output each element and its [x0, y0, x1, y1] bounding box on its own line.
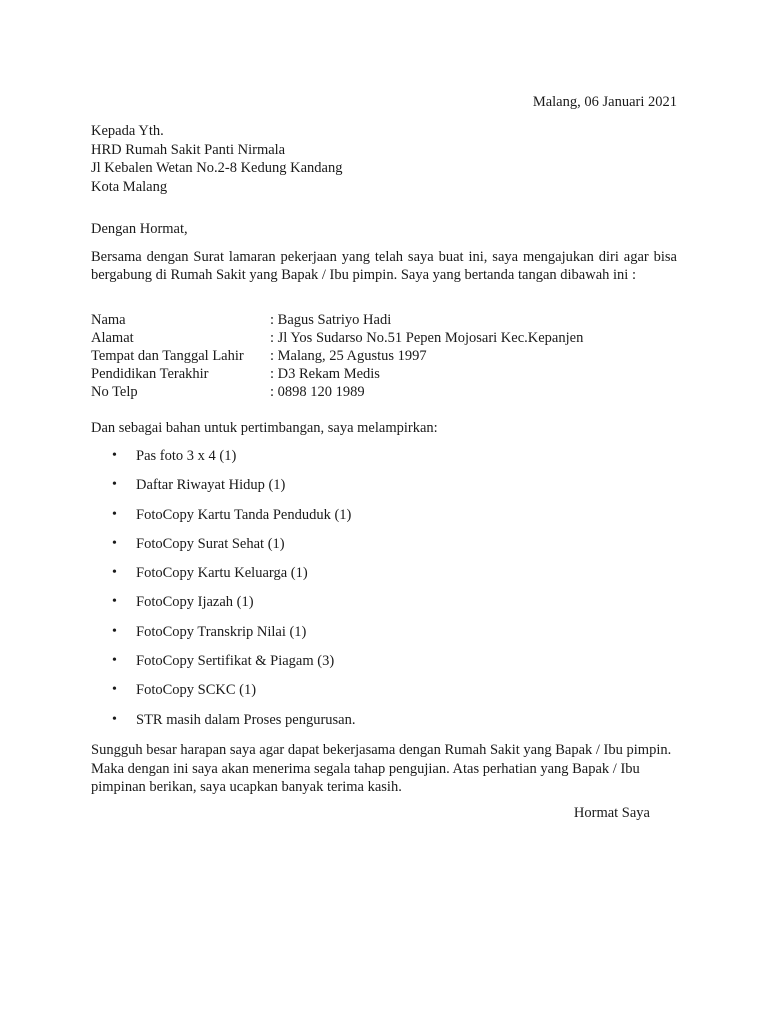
list-item-text: FotoCopy Transkrip Nilai (1)	[136, 623, 307, 640]
identity-row-address	[91, 329, 681, 347]
list-item	[112, 593, 356, 622]
bullet-icon: •	[112, 682, 117, 698]
list-item	[112, 681, 356, 710]
recipient-city: Kota Malang	[91, 178, 168, 195]
recipient-block	[91, 122, 342, 196]
bullet-icon: •	[112, 477, 117, 493]
list-item	[112, 506, 356, 535]
identity-label: Nama	[91, 312, 126, 328]
list-item-text: STR masih dalam Proses pengurusan.	[136, 711, 356, 728]
list-item-text: FotoCopy Ijazah (1)	[136, 594, 254, 611]
recipient-salutation: Kepada Yth.	[91, 123, 164, 139]
attachments-list	[112, 447, 356, 740]
identity-row-name	[91, 311, 681, 329]
identity-value: : Jl Yos Sudarso No.51 Pepen Mojosari Kec.Kepanjen	[270, 330, 584, 346]
identity-table	[91, 311, 681, 401]
list-item-text: FotoCopy Sertifikat & Piagam (3)	[136, 653, 335, 670]
identity-row-phone	[91, 383, 681, 401]
identity-label: Alamat	[91, 330, 134, 346]
identity-label: Tempat dan Tanggal Lahir	[91, 348, 244, 364]
list-item-text: Daftar Riwayat Hidup (1)	[136, 477, 286, 494]
identity-value: : D3 Rekam Medis	[270, 366, 380, 382]
list-item	[112, 623, 356, 652]
list-item-text: FotoCopy Kartu Tanda Penduduk (1)	[136, 506, 352, 523]
identity-value: : Malang, 25 Agustus 1997	[270, 348, 427, 364]
identity-label: Pendidikan Terakhir	[91, 366, 209, 382]
list-item	[112, 711, 356, 740]
list-item-text: FotoCopy Kartu Keluarga (1)	[136, 565, 308, 582]
letter-date: Malang, 06 Januari 2021	[532, 94, 677, 110]
list-item	[112, 535, 356, 564]
identity-value: : 0898 120 1989	[270, 384, 365, 400]
recipient-name: HRD Rumah Sakit Panti Nirmala	[91, 141, 286, 158]
identity-row-birth	[91, 347, 681, 365]
greeting: Dengan Hormat,	[91, 221, 188, 237]
list-item-text: FotoCopy Surat Sehat (1)	[136, 535, 285, 552]
bullet-icon: •	[112, 653, 117, 669]
bullet-icon: •	[112, 448, 117, 463]
signoff: Hormat Saya	[573, 805, 650, 821]
bullet-icon: •	[112, 711, 117, 727]
identity-value: : Bagus Satriyo Hadi	[270, 312, 392, 328]
attachments-intro: Dan sebagai bahan untuk pertimbangan, saya melampirkan:	[91, 420, 438, 436]
list-item	[112, 476, 356, 505]
recipient-address: Jl Kebalen Wetan No.2-8 Kedung Kandang	[91, 160, 343, 176]
identity-label: No Telp	[91, 384, 138, 400]
bullet-icon: •	[112, 594, 117, 610]
list-item	[112, 652, 356, 681]
list-item	[112, 564, 356, 593]
bullet-icon: •	[112, 565, 117, 581]
bullet-icon: •	[112, 506, 117, 522]
bullet-icon: •	[112, 535, 117, 551]
intro-paragraph: Bersama dengan Surat lamaran pekerjaan yang telah saya buat ini, saya mengajukan diri agar bisa bergabung di Rumah Sakit yang Bapak / Ibu pimpin. Saya yang bertanda tangan dibawah ini :	[91, 249, 677, 284]
identity-row-education	[91, 365, 681, 383]
list-item	[112, 447, 356, 476]
list-item-text: FotoCopy SCKC (1)	[136, 682, 257, 699]
bullet-icon: •	[112, 623, 117, 639]
list-item-text: Pas foto 3 x 4 (1)	[136, 448, 237, 464]
closing-paragraph: Sungguh besar harapan saya agar dapat bekerjasama dengan Rumah Sakit yang Bapak / Ibu pimpin. Maka dengan ini saya akan menerima segala tahap pengujian. Atas perhatian yang Bapak / Ibu pimpinan berikan, saya ucapkan banyak terima kasih.	[91, 742, 672, 795]
